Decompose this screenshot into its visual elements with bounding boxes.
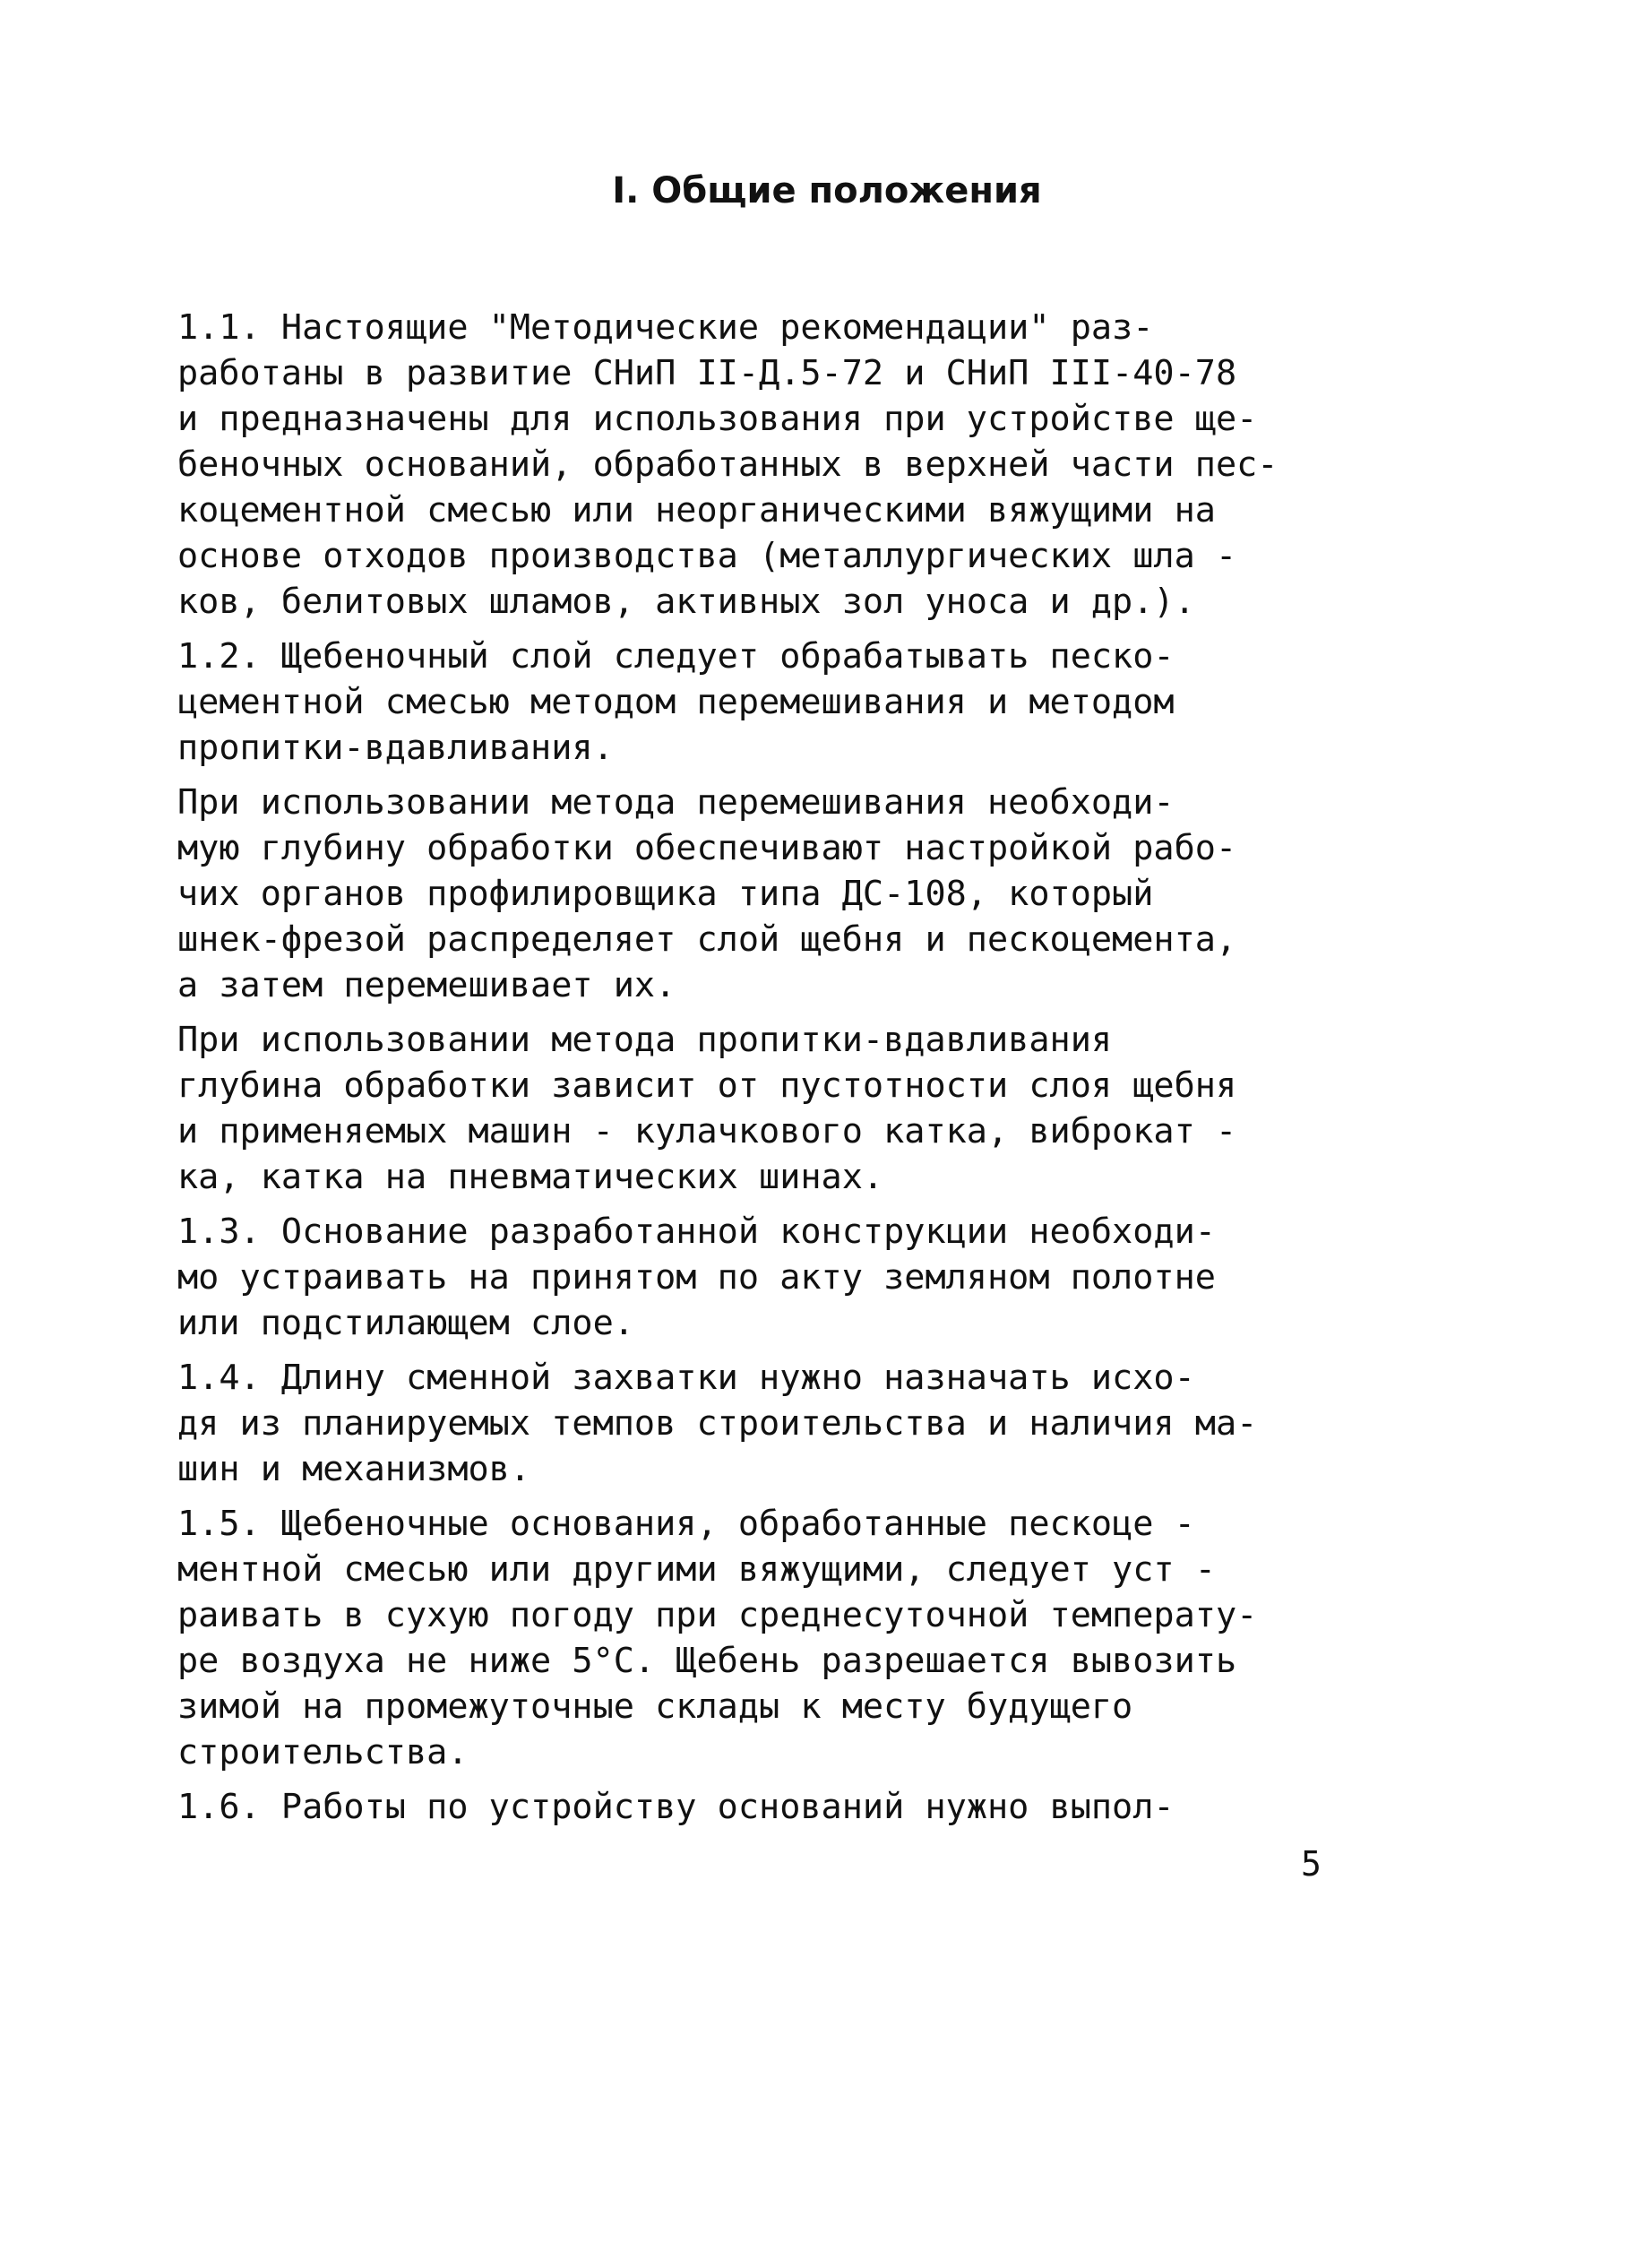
paragraph-1-6: 1.6. Работы по устройству оснований нужно выпол- bbox=[177, 1787, 1175, 1827]
paragraph-1-3: 1.3. Основание разработанной конструкции необходи- мо устраивать на принятом по акту земляном полотне или подстилающем слое. bbox=[177, 1212, 1216, 1343]
section-title: I. Общие положения bbox=[612, 170, 1042, 211]
paragraph-impregnation-method: При использовании метода пропитки-вдавливания глубина обработки зависит от пустотности слоя щебня и применяемых машин - кулачкового катка, виброкат - ка, катка на пневматических шинах. bbox=[177, 1020, 1237, 1197]
paragraph-1-2: 1.2. Щебеночный слой следует обрабатывать песко- цементной смесью методом перемешивания и методом пропитки-вдавливания. bbox=[177, 636, 1175, 768]
paragraph-1-4: 1.4. Длину сменной захватки нужно назначать исхо- дя из планируемых темпов строительства и наличия ма- шин и механизмов. bbox=[177, 1358, 1258, 1489]
paragraph-1-1: 1.1. Настоящие "Методические рекомендации" раз- работаны в развитие СНиП II-Д.5-72 и СНиП III-40-78 и предназначены для использования при устройстве ще- беночных оснований, обработанных в верхней части пес- коцементной смесью или неорганическими вяжущими на основе отходов производства (металлургических шла - ков, белитовых шламов, активных зол уноса и др.). bbox=[177, 307, 1279, 622]
paragraph-1-5: 1.5. Щебеночные основания, обработанные пескоце - ментной смесью или другими вяжущими, следует уст - раивать в сухую погоду при среднесуточной температу- ре воздуха не ниже 5°С. Щебень разрешается вывозить зимой на промежуточные склады к месту будущего строительства. bbox=[177, 1504, 1258, 1772]
page-number: 5 bbox=[1301, 1844, 1322, 1884]
document-body bbox=[177, 305, 1353, 1830]
paragraph-mixing-method: При использовании метода перемешивания необходи- мую глубину обработки обеспечивают настройкой рабо- чих органов профилировщика типа ДС-108, который шнек-фрезой распределяет слой щебня и пескоцемента, а затем перемешивает их. bbox=[177, 782, 1237, 1005]
